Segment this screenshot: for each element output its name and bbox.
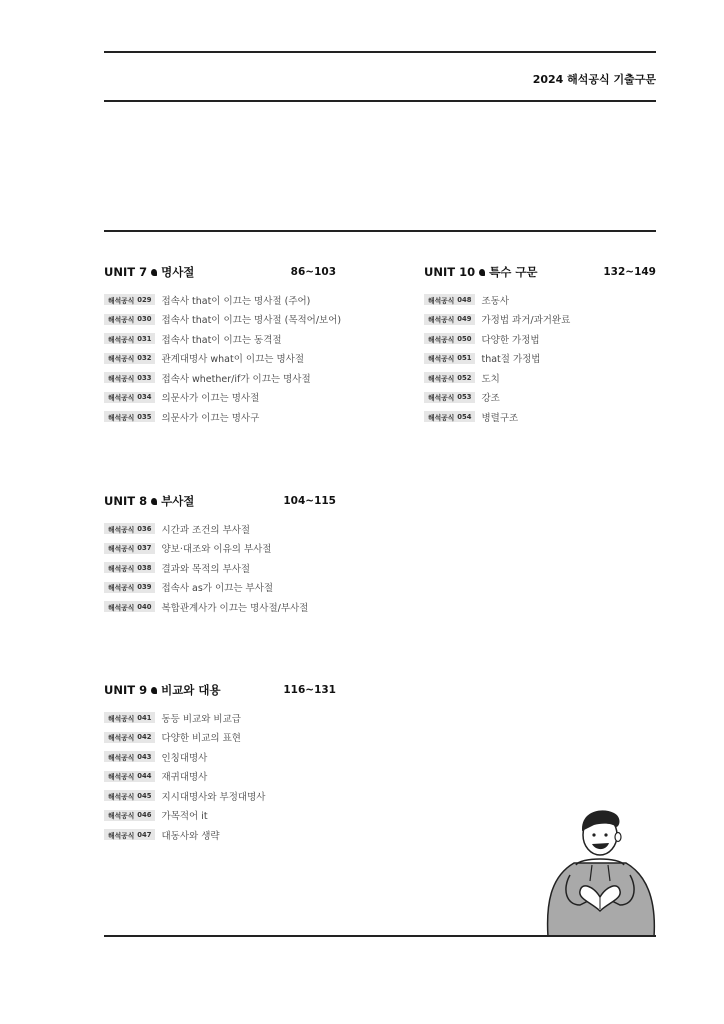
formula-badge: 해석공식 041 [104, 712, 155, 723]
item-text: 재귀대명사 [161, 772, 208, 784]
item-text: 병렬구조 [481, 412, 519, 424]
item-text: 가정법 과거/과거완료 [481, 315, 571, 327]
formula-badge: 해석공식 033 [104, 372, 155, 383]
page-range: 132~149 [603, 266, 656, 278]
item-text: 다양한 비교의 표현 [161, 733, 241, 745]
item-text: 접속사 as가 이끄는 부사절 [161, 583, 274, 595]
list-item [104, 728, 336, 748]
unit-title [104, 264, 194, 280]
list-item [104, 786, 336, 806]
unit-topic: 부사절 [161, 494, 195, 508]
item-text: 접속사 that이 이끄는 명사절 (목적어/보어) [161, 315, 342, 327]
bullet-icon [151, 687, 157, 694]
item-text: that절 가정법 [481, 354, 541, 366]
item-text: 의문사가 이끄는 명사절 [161, 393, 260, 405]
header-bottom-rule [104, 100, 656, 102]
formula-badge: 해석공식 050 [424, 333, 475, 344]
item-text: 가목적어 it [161, 811, 208, 823]
item-text: 강조 [481, 393, 500, 405]
formula-badge: 해석공식 040 [104, 601, 155, 612]
formula-badge: 해석공식 053 [424, 392, 475, 403]
formula-badge: 해석공식 036 [104, 523, 155, 534]
bullet-icon [479, 269, 485, 276]
heart-hands-person-illustration [540, 805, 660, 937]
list-item [424, 310, 656, 330]
list-item [424, 349, 656, 369]
list-item [424, 388, 656, 408]
unit-title [104, 682, 221, 698]
item-text: 다양한 가정법 [481, 334, 540, 346]
formula-badge: 해석공식 031 [104, 333, 155, 344]
bullet-icon [151, 498, 157, 505]
list-item [104, 310, 342, 330]
formula-badge: 해석공식 042 [104, 732, 155, 743]
formula-badge: 해석공식 038 [104, 562, 155, 573]
page-range: 116~131 [283, 684, 336, 696]
formula-badge: 해석공식 052 [424, 372, 475, 383]
formula-badge: 해석공식 049 [424, 314, 475, 325]
unit-number: UNIT 9 [104, 683, 148, 697]
list-item [424, 329, 656, 349]
list-item [424, 368, 656, 388]
item-list [424, 290, 656, 427]
bottom-rule [104, 935, 656, 937]
item-text: 접속사 that이 이끄는 명사절 (주어) [161, 295, 311, 307]
formula-badge: 해석공식 035 [104, 411, 155, 422]
item-text: 동등 비교와 비교급 [161, 713, 241, 725]
unit-section [424, 264, 656, 427]
formula-badge: 해석공식 045 [104, 790, 155, 801]
item-text: 대동사와 생략 [161, 830, 220, 842]
item-text: 의문사가 이끄는 명사구 [161, 412, 260, 424]
formula-badge: 해석공식 046 [104, 810, 155, 821]
list-item [104, 290, 336, 310]
unit-topic: 비교와 대용 [161, 683, 221, 697]
item-text: 지시대명사와 부정대명사 [161, 791, 266, 803]
unit-section [104, 264, 342, 427]
formula-badge: 해석공식 048 [424, 294, 475, 305]
formula-badge: 해석공식 030 [104, 314, 155, 325]
list-item [424, 407, 656, 427]
formula-badge: 해석공식 039 [104, 582, 155, 593]
formula-badge: 해석공식 043 [104, 751, 155, 762]
formula-badge: 해석공식 051 [424, 353, 475, 364]
section-rule [104, 230, 656, 232]
list-item [104, 825, 336, 845]
top-rule [104, 51, 656, 53]
item-text: 인칭대명사 [161, 752, 208, 764]
formula-badge: 해석공식 034 [104, 392, 155, 403]
item-text: 양보·대조와 이유의 부사절 [161, 544, 272, 556]
list-item [104, 708, 336, 728]
unit-title [424, 264, 538, 280]
item-text: 결과와 목적의 부사절 [161, 563, 251, 575]
unit-section [104, 493, 336, 617]
list-item [424, 290, 656, 310]
formula-badge: 해석공식 047 [104, 829, 155, 840]
list-item [104, 349, 336, 369]
unit-number: UNIT 7 [104, 265, 148, 279]
list-item [104, 767, 336, 787]
item-text: 관계대명사 what이 이끄는 명사절 [161, 354, 304, 366]
list-item [104, 388, 336, 408]
list-item [104, 539, 336, 559]
list-item [104, 329, 336, 349]
unit-title [104, 493, 194, 509]
list-item [104, 578, 336, 598]
formula-badge: 해석공식 054 [424, 411, 475, 422]
item-text: 시간과 조건의 부사절 [161, 524, 251, 536]
bullet-icon [151, 269, 157, 276]
formula-badge: 해석공식 029 [104, 294, 155, 305]
item-text: 접속사 that이 이끄는 동격절 [161, 334, 282, 346]
list-item [104, 519, 336, 539]
list-item [104, 368, 336, 388]
unit-number: UNIT 8 [104, 494, 148, 508]
item-text: 도치 [481, 373, 500, 385]
item-list [104, 519, 336, 617]
unit-topic: 명사절 [161, 265, 195, 279]
page-header-title: 2024 해석공식 기출구문 [532, 73, 656, 86]
list-item [104, 407, 336, 427]
formula-badge: 해석공식 044 [104, 771, 155, 782]
list-item [104, 747, 336, 767]
page-range: 86~103 [290, 266, 336, 278]
item-text: 조동사 [481, 295, 509, 307]
formula-badge: 해석공식 032 [104, 353, 155, 364]
formula-badge: 해석공식 037 [104, 543, 155, 554]
page-range: 104~115 [283, 495, 336, 507]
item-list [104, 708, 336, 845]
unit-topic: 특수 구문 [489, 265, 538, 279]
unit-section [104, 682, 336, 845]
list-item [104, 597, 336, 617]
unit-number: UNIT 10 [424, 265, 476, 279]
list-item [104, 558, 336, 578]
list-item [104, 806, 336, 826]
item-list [104, 290, 342, 427]
item-text: 접속사 whether/if가 이끄는 명사절 [161, 373, 311, 385]
item-text: 복합관계사가 이끄는 명사절/부사절 [161, 602, 309, 614]
